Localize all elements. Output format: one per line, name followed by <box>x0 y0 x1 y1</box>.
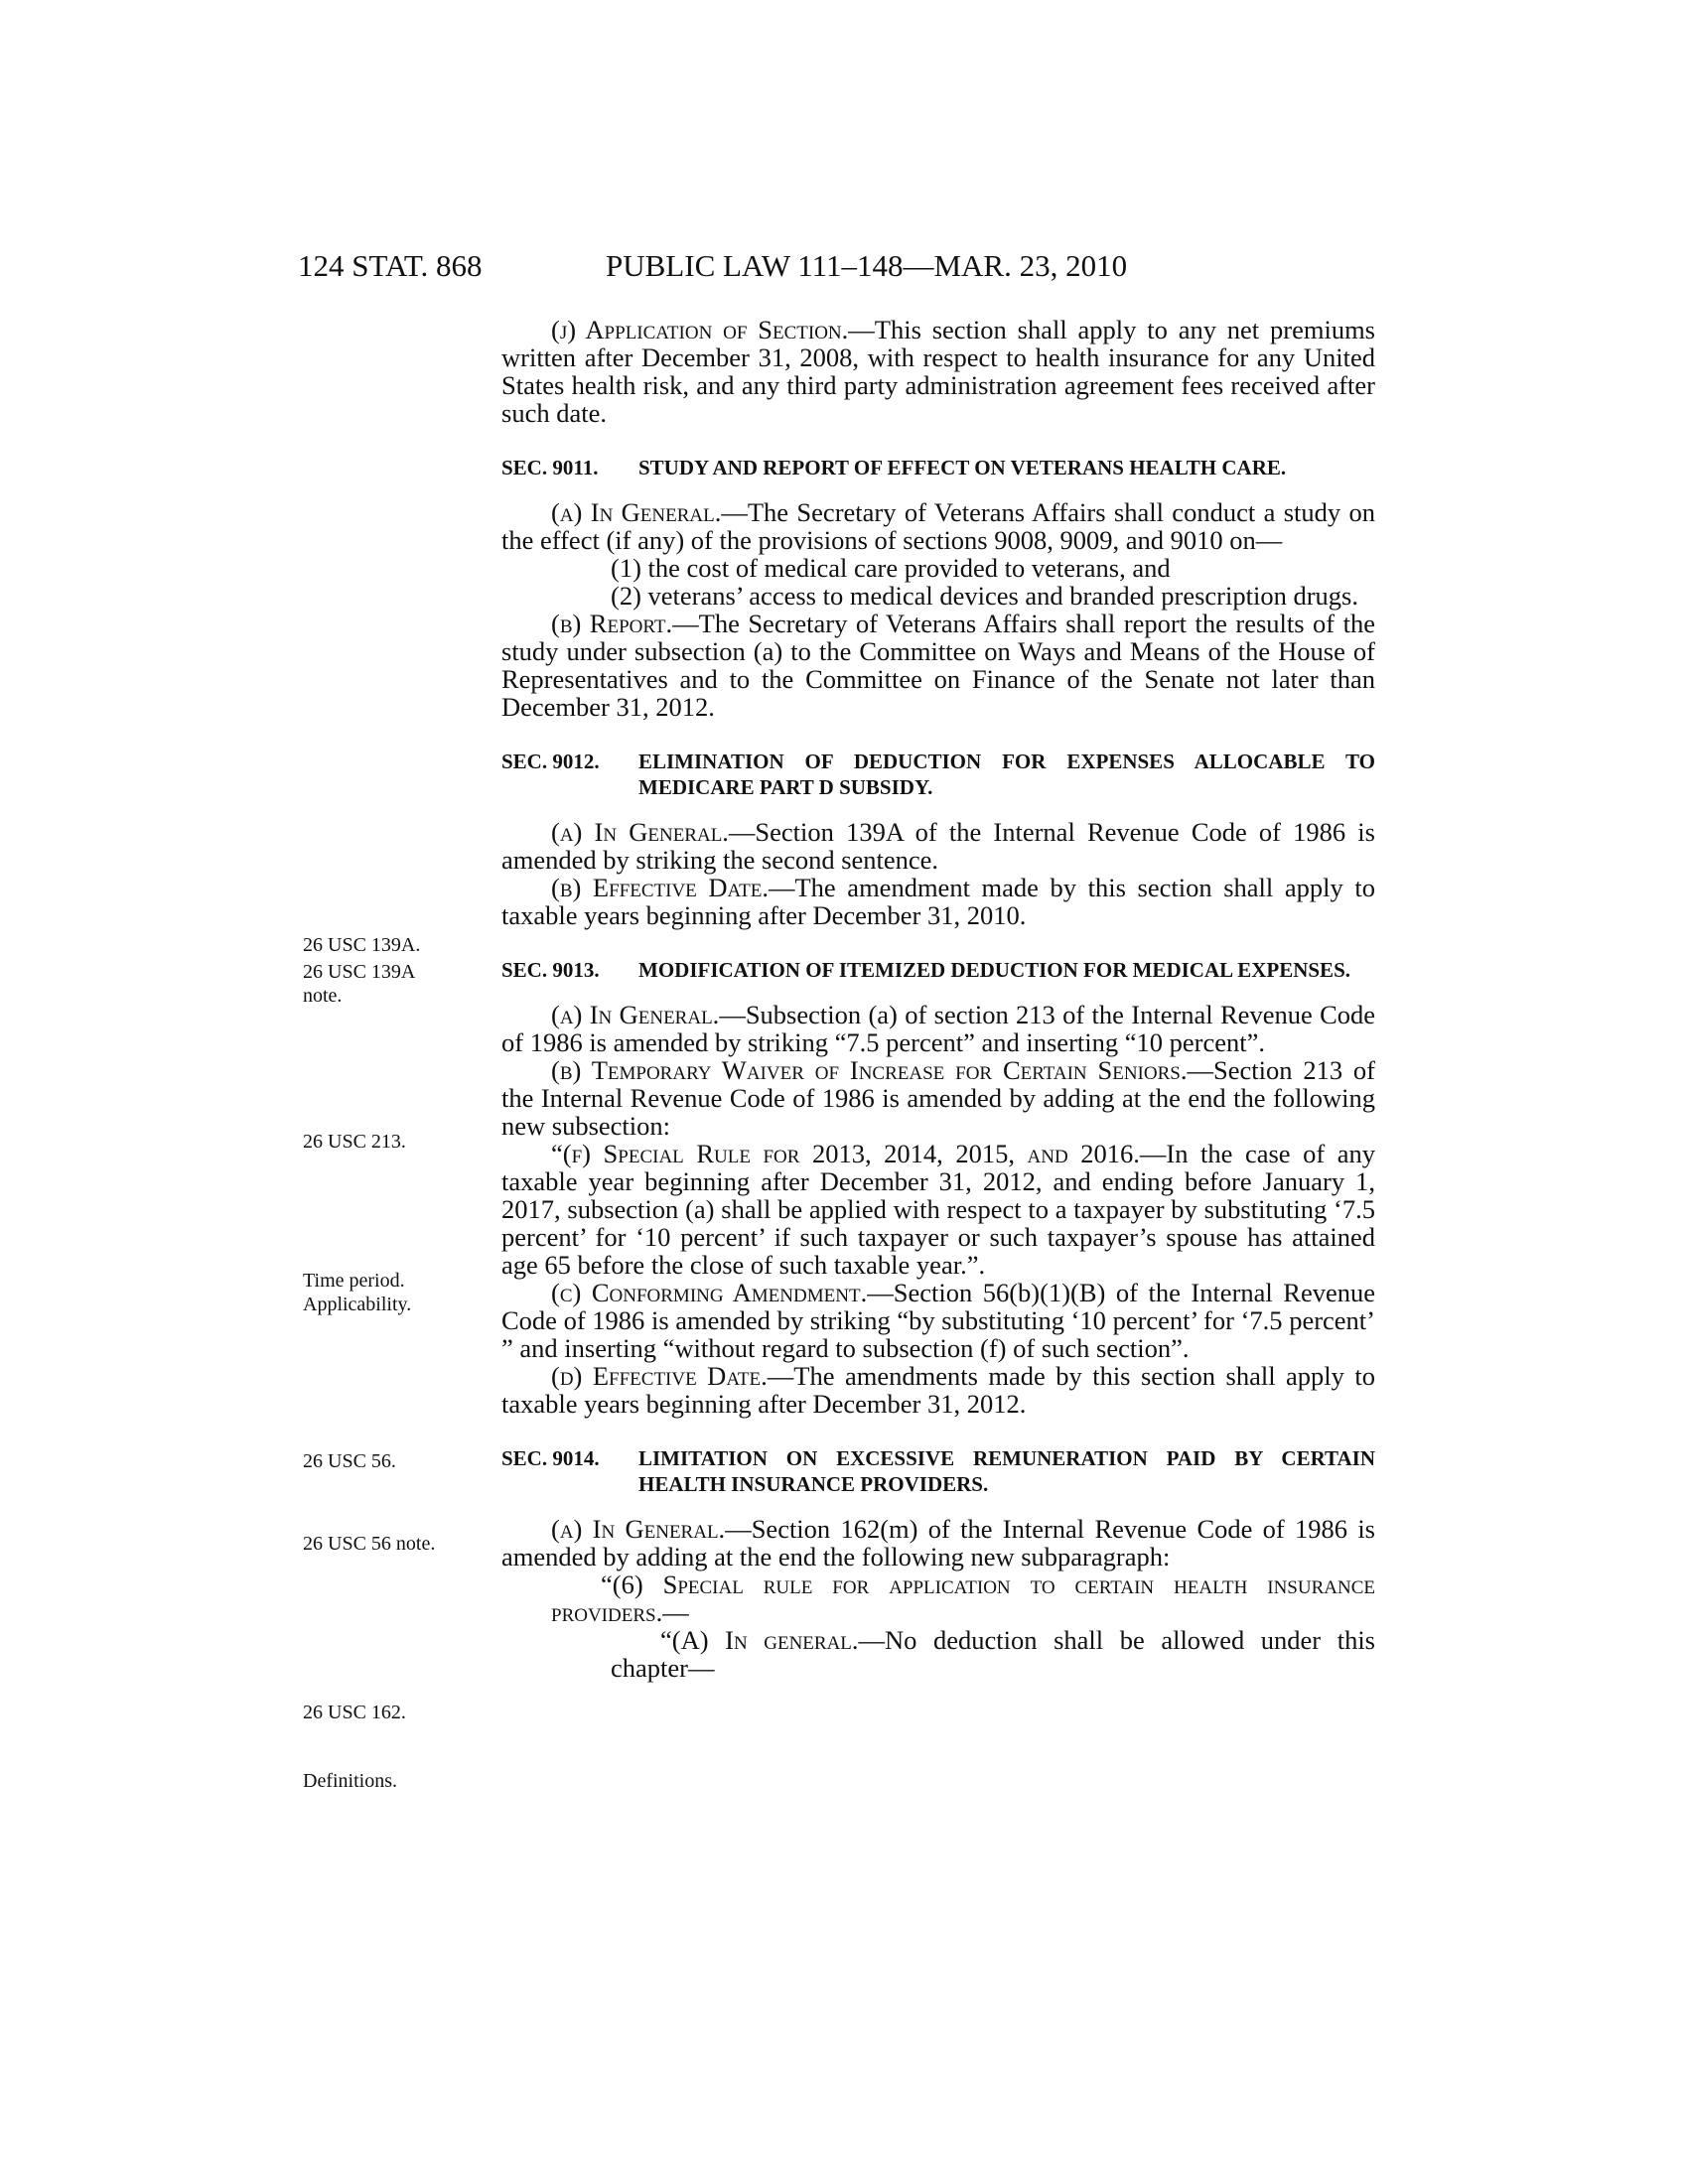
subsection-b: (b) Report.—The Secretary of Veterans Affairs shall report the results of the study under subsection (a) to the Committee on Ways and Means of the House of Representatives and to the Committee on Finance of the Senate not later than December 31, 2012. <box>501 609 1375 722</box>
margin-note: 26 USC 139A note. <box>303 961 415 1007</box>
subsection-a: (a) In General.—Section 139A of the Internal Revenue Code of 1986 is amended by striking the second sentence. <box>501 817 1375 875</box>
document-body <box>501 316 1375 1682</box>
margin-note: 26 USC 139A. <box>303 934 421 956</box>
subsection-d: (d) Effective Date.—The amendments made by this section shall apply to taxable years beginning after December 31, 2012. <box>501 1361 1375 1419</box>
subsection-b: (b) Temporary Waiver of Increase for Certain Seniors.—Section 213 of the Internal Revenue Code of 1986 is amended by adding at the end the following new subsection: <box>501 1055 1376 1141</box>
margin-note: 26 USC 162. <box>303 1702 406 1723</box>
quoted-subsection-f: “(f) Special Rule for 2013, 2014, 2015, and 2016.—In the case of any taxable year beginning after December 31, 2012, and ending before January 1, 2017, subsection (a) shall be applied with respect to a taxpayer by substituting ‘7.5 percent’ for ‘10 percent’ if such taxpayer or such taxpayer’s spouse has attained age 65 before the close of such taxable year.”. <box>501 1139 1375 1280</box>
section-heading-9014: SEC. 9014. LIMITATION ON EXCESSIVE REMUNERATION PAID BY CERTAIN HEALTH INSURANCE PROVIDERS. <box>501 1446 1375 1496</box>
margin-note: 26 USC 56. <box>303 1450 396 1472</box>
quoted-subparagraph-A: “(A) In general.—No deduction shall be allowed under this chapter— <box>611 1625 1375 1683</box>
margin-note: Definitions. <box>303 1770 397 1792</box>
subsection-b: (b) Effective Date.—The amendment made by this section shall apply to taxable years beginning after December 31, 2010. <box>501 873 1375 930</box>
quoted-paragraph-6: “(6) Special rule for application to certain health insurance providers.— <box>551 1570 1375 1627</box>
margin-note: 26 USC 56 note. <box>303 1533 436 1555</box>
section-heading-9013: SEC. 9013. MODIFICATION OF ITEMIZED DEDUCTION FOR MEDICAL EXPENSES. <box>501 958 1350 982</box>
margin-note: Time period. Applicability. <box>303 1270 412 1315</box>
subsection-a: (a) In General.—Subsection (a) of section 213 of the Internal Revenue Code of 1986 is amended by striking “7.5 percent” and inserting “10 percent”. <box>501 1000 1375 1057</box>
statute-page-reference: 124 STAT. 868 <box>298 248 483 283</box>
section-heading-9012: SEC. 9012. ELIMINATION OF DEDUCTION FOR EXPENSES ALLOCABLE TO MEDICARE PART D SUBSIDY. <box>501 750 1375 799</box>
paragraph-2: (2) veterans’ access to medical devices and branded prescription drugs. <box>611 581 1358 611</box>
page-header <box>298 248 1375 288</box>
subsection-j: (j) Application of Section.—This section shall apply to any net premiums written after December 31, 2008, with respect to health insurance for any United States health risk, and any third party administration agreement fees received after such date. <box>501 315 1375 428</box>
subsection-c: (c) Conforming Amendment.—Section 56(b)(1)(B) of the Internal Revenue Code of 1986 is amended by striking “by substituting ‘10 percent’ for ‘7.5 percent’ ” and inserting “without regard to subsection (f) of such section”. <box>501 1278 1376 1363</box>
paragraph-1: (1) the cost of medical care provided to veterans, and <box>611 553 1171 583</box>
margin-note: 26 USC 213. <box>303 1131 406 1153</box>
running-head-title: PUBLIC LAW 111–148—MAR. 23, 2010 <box>606 248 1128 283</box>
subsection-a: (a) In General.—Section 162(m) of the Internal Revenue Code of 1986 is amended by adding at the end the following new subparagraph: <box>501 1514 1375 1571</box>
section-heading-9011: SEC. 9011. STUDY AND REPORT OF EFFECT ON VETERANS HEALTH CARE. <box>501 456 1287 479</box>
subsection-a: (a) In General.—The Secretary of Veterans Affairs shall conduct a study on the effect (if any) of the provisions of sections 9008, 9009, and 9010 on— <box>501 497 1375 555</box>
